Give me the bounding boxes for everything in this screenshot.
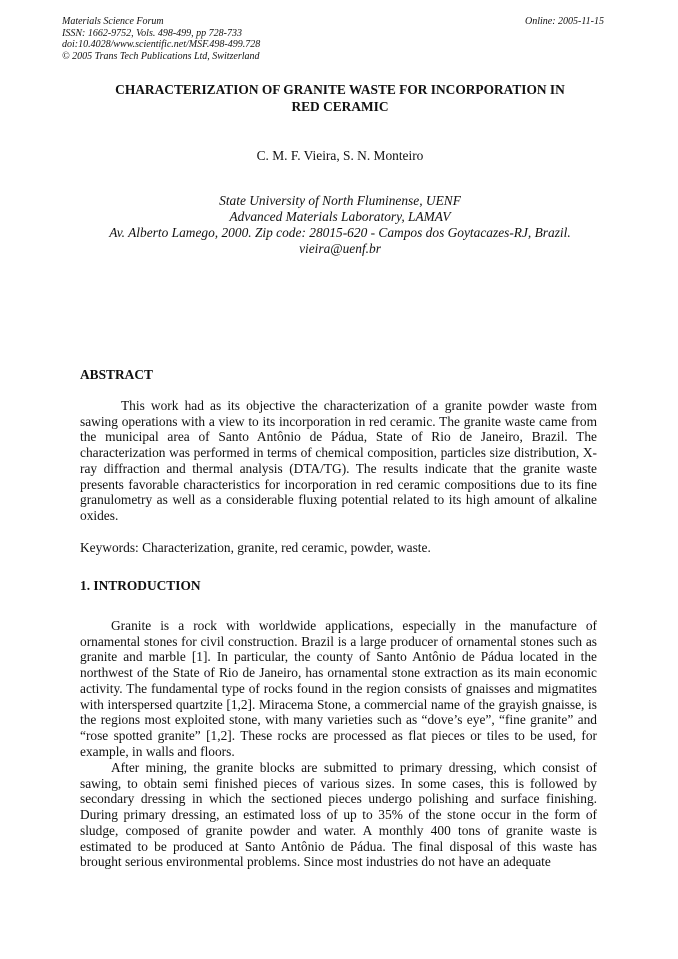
doi-line: doi:10.4028/www.scientific.net/MSF.498-499.728 bbox=[62, 39, 261, 50]
title-line-2: RED CERAMIC bbox=[291, 99, 389, 114]
online-date: Online: 2005-11-15 bbox=[525, 16, 604, 27]
affiliation-line-2: Advanced Materials Laboratory, LAMAV bbox=[229, 209, 451, 224]
introduction-paragraph-2: After mining, the granite blocks are submitted to primary dressing, which consist of sawing, to obtain semi finished pieces of various sizes. In some cases, this is followed by secondary dressing in which the sectioned pieces undergo polishing and surface finishing. During primary dressing, an estimated loss of up to 35% of the stone occur in the form of sludge, composed of granite powder and water. A monthly 400 tons of granite waste is estimated to be produced at Santo Antônio de Pádua. The final disposal of this waste has brought serious environmental problems. Since most industries do not have an adequate bbox=[80, 760, 597, 870]
affiliation bbox=[60, 193, 620, 257]
paper-title bbox=[80, 81, 600, 115]
keywords: Keywords: Characterization, granite, red ceramic, powder, waste. bbox=[80, 540, 431, 555]
affiliation-line-3: Av. Alberto Lamego, 2000. Zip code: 28015-620 - Campos dos Goytacazes-RJ, Brazil. bbox=[109, 225, 571, 240]
affiliation-line-1: State University of North Fluminense, UENF bbox=[219, 193, 461, 208]
author-email: vieira@uenf.br bbox=[299, 241, 381, 256]
copyright-line: © 2005 Trans Tech Publications Ltd, Switzerland bbox=[62, 50, 260, 62]
abstract-heading: ABSTRACT bbox=[80, 367, 153, 382]
introduction-heading: 1. INTRODUCTION bbox=[80, 578, 201, 593]
title-line-1: CHARACTERIZATION OF GRANITE WASTE FOR INCORPORATION IN bbox=[115, 82, 565, 97]
journal-name: Materials Science Forum bbox=[62, 16, 164, 27]
introduction-paragraph-1: Granite is a rock with worldwide applications, especially in the manufacture of ornamental stones for civil construction. Brazil is a large producer of ornamental stones such as granite and marble [1]. In particular, the county of Santo Antônio de Pádua located in the northwest of the State of Rio de Janeiro, has ornamental stone extraction as its main economic activity. The fundamental type of rocks found in the region consists of gnaisses and migmatites with interspersed quartzite [1,2]. Miracema Stone, a commercial name of the grayish gnaisse, is the regions most exploited stone, with many varieties such as “dove’s eye”, “fine granite” and “rose spotted granite” [1,2]. These rocks are processed as flat pieces or tiles to be used, for example, in walls and floors. bbox=[80, 618, 597, 759]
issn-line: ISSN: 1662-9752, Vols. 498-499, pp 728-733 bbox=[62, 27, 242, 39]
authors: C. M. F. Vieira, S. N. Monteiro bbox=[256, 148, 424, 163]
abstract-text: This work had as its objective the characterization of a granite powder waste from sawing operations with a view to its incorporation in red ceramic. The granite waste came from the municipal area of Santo Antônio de Pádua, State of Rio de Janeiro, Brazil. The characterization was performed in terms of chemical composition, particles size distribution, X-ray diffraction and thermal analysis (DTA/TG). The results indicate that the granite waste presents favorable characteristics for incorporation in red ceramic compositions due to its fine granulometry as well as a considerable fluxing potential related to its high amount of alkaline oxides. bbox=[80, 398, 597, 523]
journal-header bbox=[62, 16, 260, 62]
